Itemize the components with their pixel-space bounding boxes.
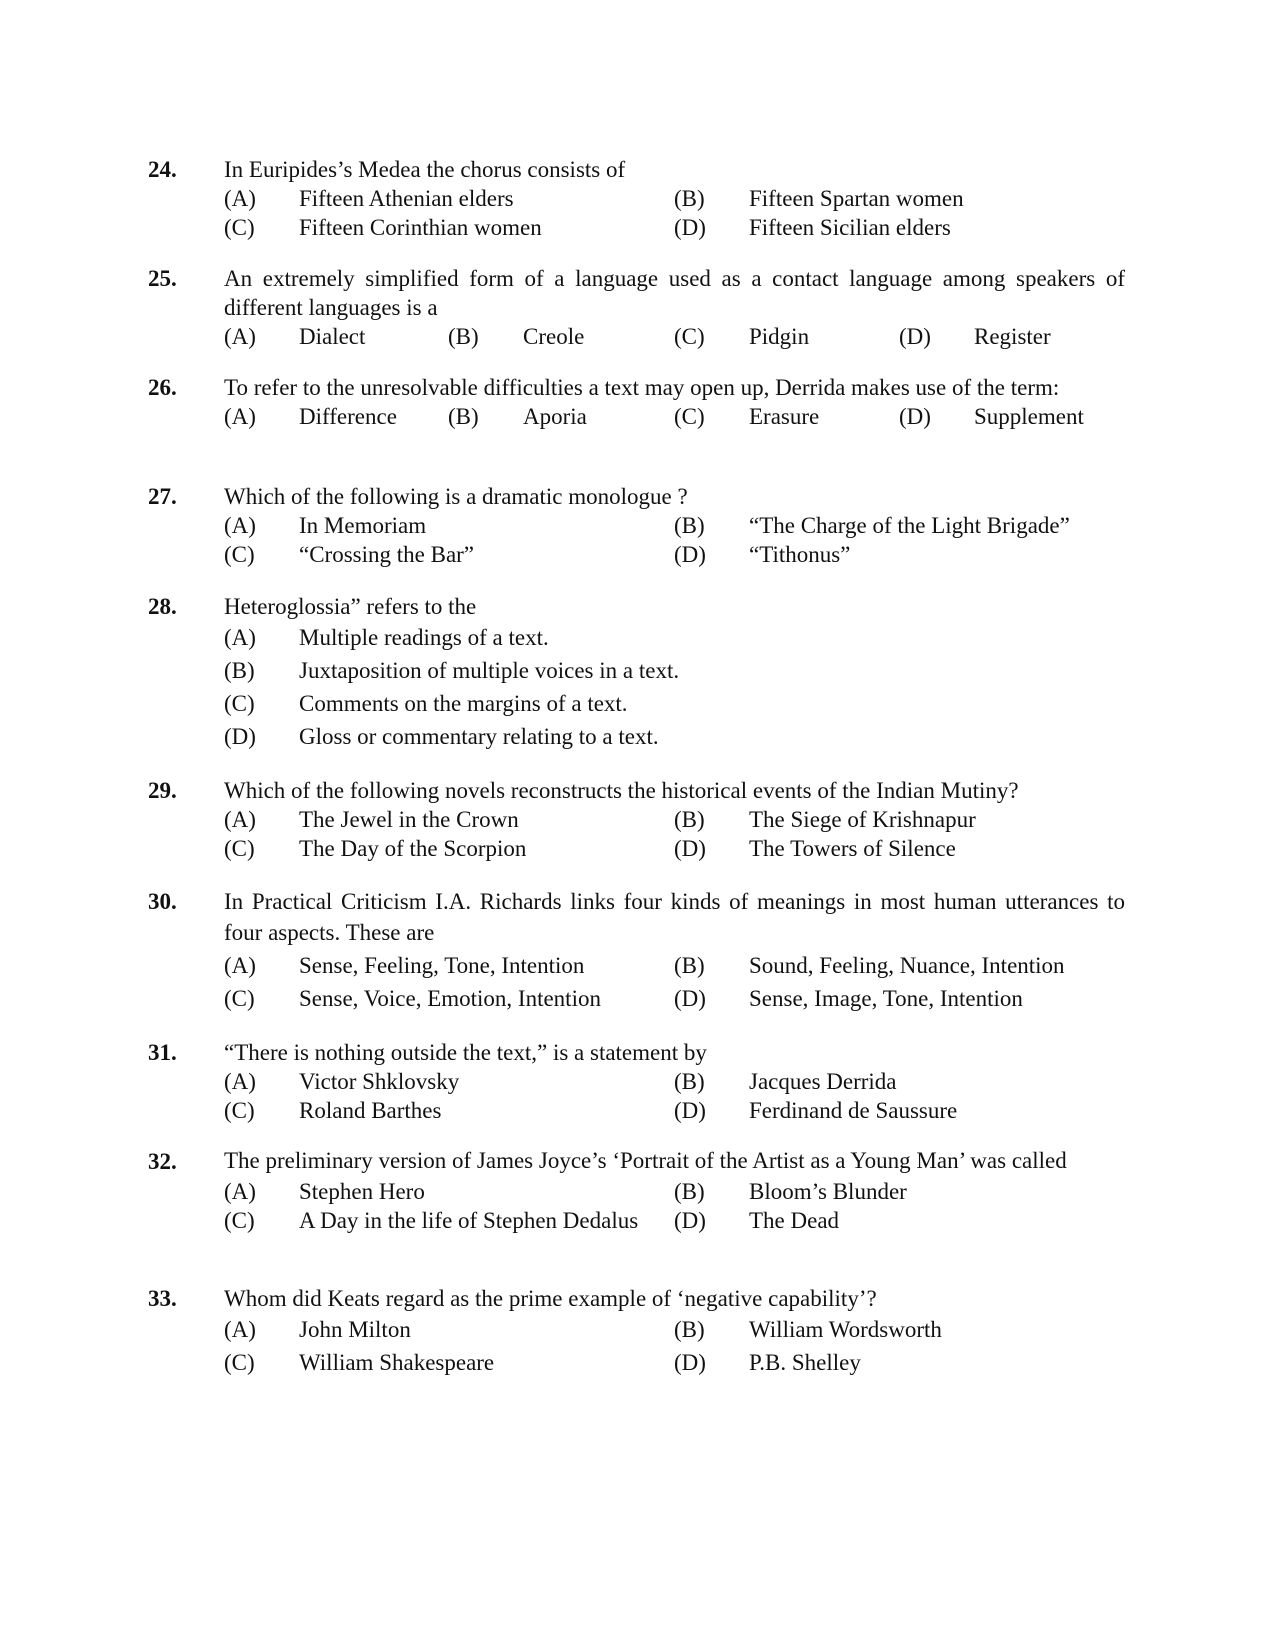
question-33	[148, 1284, 1125, 1381]
options: (A) Fifteen Athenian elders (B) Fifteen Spartan women (C) Fifteen Corinthian women (D) Fifteen Sicilian elders	[224, 186, 964, 240]
question-29	[148, 776, 1125, 863]
question-number: 30.	[148, 889, 177, 914]
question-stem: Which of the following novels reconstructs the historical events of the Indian Mutiny?	[224, 778, 1019, 803]
question-number: 31.	[148, 1040, 177, 1065]
question-24	[148, 155, 1125, 242]
question-30	[148, 886, 1125, 1016]
options: (A) Difference (B) Aporia (C) Erasure (D) Supplement	[224, 404, 1084, 429]
question-stem: In Practical Criticism I.A. Richards links four kinds of meanings in most human utterances to four aspects. These are	[224, 889, 1125, 945]
question-26	[148, 373, 1125, 431]
options: (A) Stephen Hero (B) Bloom’s Blunder (C) A Day in the life of Stephen Dedalus (D) The Dead	[224, 1179, 907, 1233]
question-25	[148, 264, 1125, 351]
question-32	[148, 1147, 1125, 1235]
options: (A) Sense, Feeling, Tone, Intention (B) Sound, Feeling, Nuance, Intention (C) Sense, Voice, Emotion, Intention (D) Sense, Image, Tone, Intention	[224, 953, 1065, 1011]
question-stem: An extremely simplified form of a language used as a contact language among speakers of different languages is a	[224, 266, 1125, 320]
question-stem: To refer to the unresolvable difficulties a text may open up, Derrida makes use of the term:	[224, 375, 1060, 400]
question-stem: Heteroglossia” refers to the	[224, 594, 477, 619]
options: (A) Dialect (B) Creole (C) Pidgin (D) Register	[224, 324, 1051, 349]
options: (A) The Jewel in the Crown (B) The Siege of Krishnapur (C) The Day of the Scorpion (D) The Towers of Silence	[224, 807, 976, 861]
question-27	[148, 482, 1125, 569]
question-28	[148, 592, 1125, 755]
question-number: 33.	[148, 1286, 177, 1311]
question-number: 24.	[148, 157, 177, 182]
question-number: 28.	[148, 594, 177, 619]
options: (A) Victor Shklovsky (B) Jacques Derrida (C) Roland Barthes (D) Ferdinand de Saussure	[224, 1069, 958, 1123]
options: (A) Multiple readings of a text. (B) Juxtaposition of multiple voices in a text. (C) Comments on the margins of a text. (D) Gloss or commentary relating to a text.	[224, 625, 680, 749]
question-number: 29.	[148, 778, 177, 803]
question-31	[148, 1038, 1125, 1125]
question-stem: The preliminary version of James Joyce’s ‘Portrait of the Artist as a Young Man’ was called	[224, 1148, 1067, 1173]
options: (A) In Memoriam (B) “The Charge of the Light Brigade” (C) “Crossing the Bar” (D) “Tithonus”	[224, 513, 1070, 567]
question-number: 25.	[148, 266, 177, 291]
options: (A) John Milton (B) William Wordsworth (C) William Shakespeare (D) P.B. Shelley	[224, 1317, 942, 1375]
question-stem: In Euripides’s Medea the chorus consists of	[224, 157, 626, 182]
question-number: 27.	[148, 484, 177, 509]
question-stem: Which of the following is a dramatic monologue ?	[224, 484, 688, 509]
question-stem: Whom did Keats regard as the prime example of ‘negative capability’?	[224, 1286, 877, 1311]
question-number: 26.	[148, 375, 177, 400]
question-stem: “There is nothing outside the text,” is a statement by	[224, 1040, 707, 1065]
question-number: 32.	[148, 1149, 177, 1174]
